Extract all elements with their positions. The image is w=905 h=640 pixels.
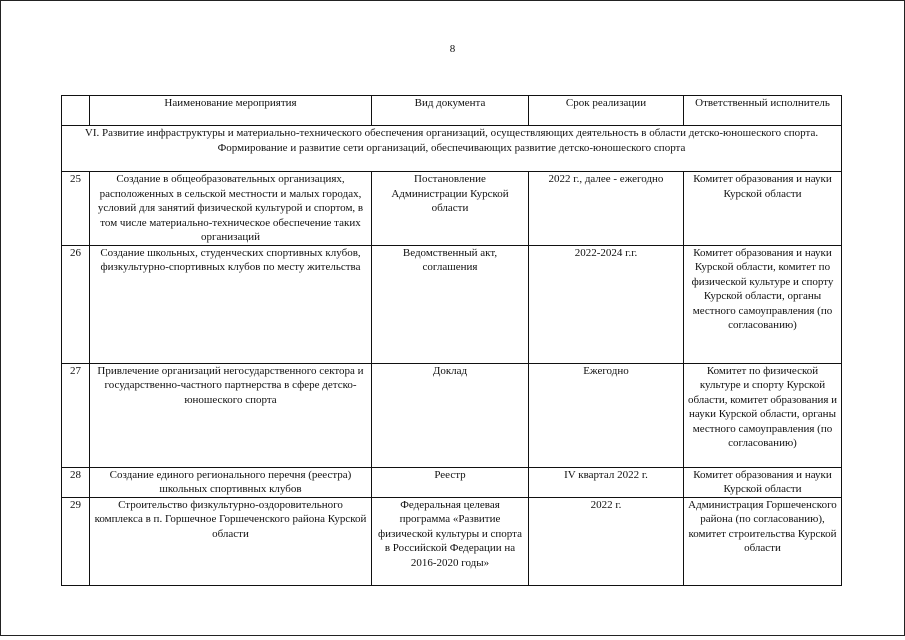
measure-name: Создание единого регионального перечня (реестра) школьных спортивных клубов bbox=[90, 467, 372, 497]
implementation-term: Ежегодно bbox=[529, 363, 684, 467]
document-type: Реестр bbox=[372, 467, 529, 497]
measure-name: Создание в общеобразовательных организациях, расположенных в сельской местности и малых городах, условий для занятий физической культурой и спортом, в том числе материально-техническое обеспечение таких организаций bbox=[90, 172, 372, 246]
section-title: VI. Развитие инфраструктуры и материально-технического обеспечения организаций, осуществляющих деятельность в области детско-юношеского спорта. bbox=[84, 127, 819, 139]
table-header-row bbox=[62, 96, 842, 126]
row-number: 25 bbox=[62, 172, 90, 246]
row-number: 27 bbox=[62, 363, 90, 467]
table-row bbox=[62, 467, 842, 497]
section-heading bbox=[62, 126, 842, 172]
document-type: Доклад bbox=[372, 363, 529, 467]
table-row bbox=[62, 497, 842, 585]
responsible-executor: Комитет образования и науки Курской области bbox=[684, 467, 842, 497]
measure-name: Создание школьных, студенческих спортивных клубов, физкультурно-спортивных клубов по месту жительства bbox=[90, 245, 372, 363]
measure-name: Привлечение организаций негосударственного сектора и государственно-частного партнерства в сфере детско-юношеского спорта bbox=[90, 363, 372, 467]
section-row bbox=[62, 126, 842, 172]
implementation-term: 2022-2024 г.г. bbox=[529, 245, 684, 363]
header-executor: Ответственный исполнитель bbox=[684, 96, 842, 126]
document-type: Постановление Администрации Курской области bbox=[372, 172, 529, 246]
responsible-executor: Комитет по физической культуре и спорту Курской области, комитет образования и науки Курской области, органы местного самоуправления (по согласованию) bbox=[684, 363, 842, 467]
row-number: 26 bbox=[62, 245, 90, 363]
responsible-executor: Администрация Горшеченского района (по согласованию), комитет строительства Курской области bbox=[684, 497, 842, 585]
document-type: Ведомственный акт, соглашения bbox=[372, 245, 529, 363]
responsible-executor: Комитет образования и науки Курской области bbox=[684, 172, 842, 246]
implementation-term: 2022 г., далее - ежегодно bbox=[529, 172, 684, 246]
measures-table bbox=[61, 95, 842, 586]
header-name: Наименование мероприятия bbox=[90, 96, 372, 126]
section-subtitle: Формирование и развитие сети организаций, обеспечивающих развитие детско-юношеского спорта bbox=[217, 141, 686, 154]
row-number: 28 bbox=[62, 467, 90, 497]
row-number: 29 bbox=[62, 497, 90, 585]
header-num bbox=[62, 96, 90, 126]
table-row bbox=[62, 172, 842, 246]
header-term: Срок реализации bbox=[529, 96, 684, 126]
document-type: Федеральная целевая программа «Развитие физической культуры и спорта в Российской Федерации на 2016-2020 годы» bbox=[372, 497, 529, 585]
measure-name: Строительство физкультурно-оздоровительного комплекса в п. Горшечное Горшеченского района Курской области bbox=[90, 497, 372, 585]
header-doc-type: Вид документа bbox=[372, 96, 529, 126]
page-number: 8 bbox=[449, 43, 456, 55]
implementation-term: 2022 г. bbox=[529, 497, 684, 585]
table-row bbox=[62, 363, 842, 467]
responsible-executor: Комитет образования и науки Курской области, комитет по физической культуре и спорту Курской области, органы местного самоуправления (по согласованию) bbox=[684, 245, 842, 363]
table-row bbox=[62, 245, 842, 363]
implementation-term: IV квартал 2022 г. bbox=[529, 467, 684, 497]
